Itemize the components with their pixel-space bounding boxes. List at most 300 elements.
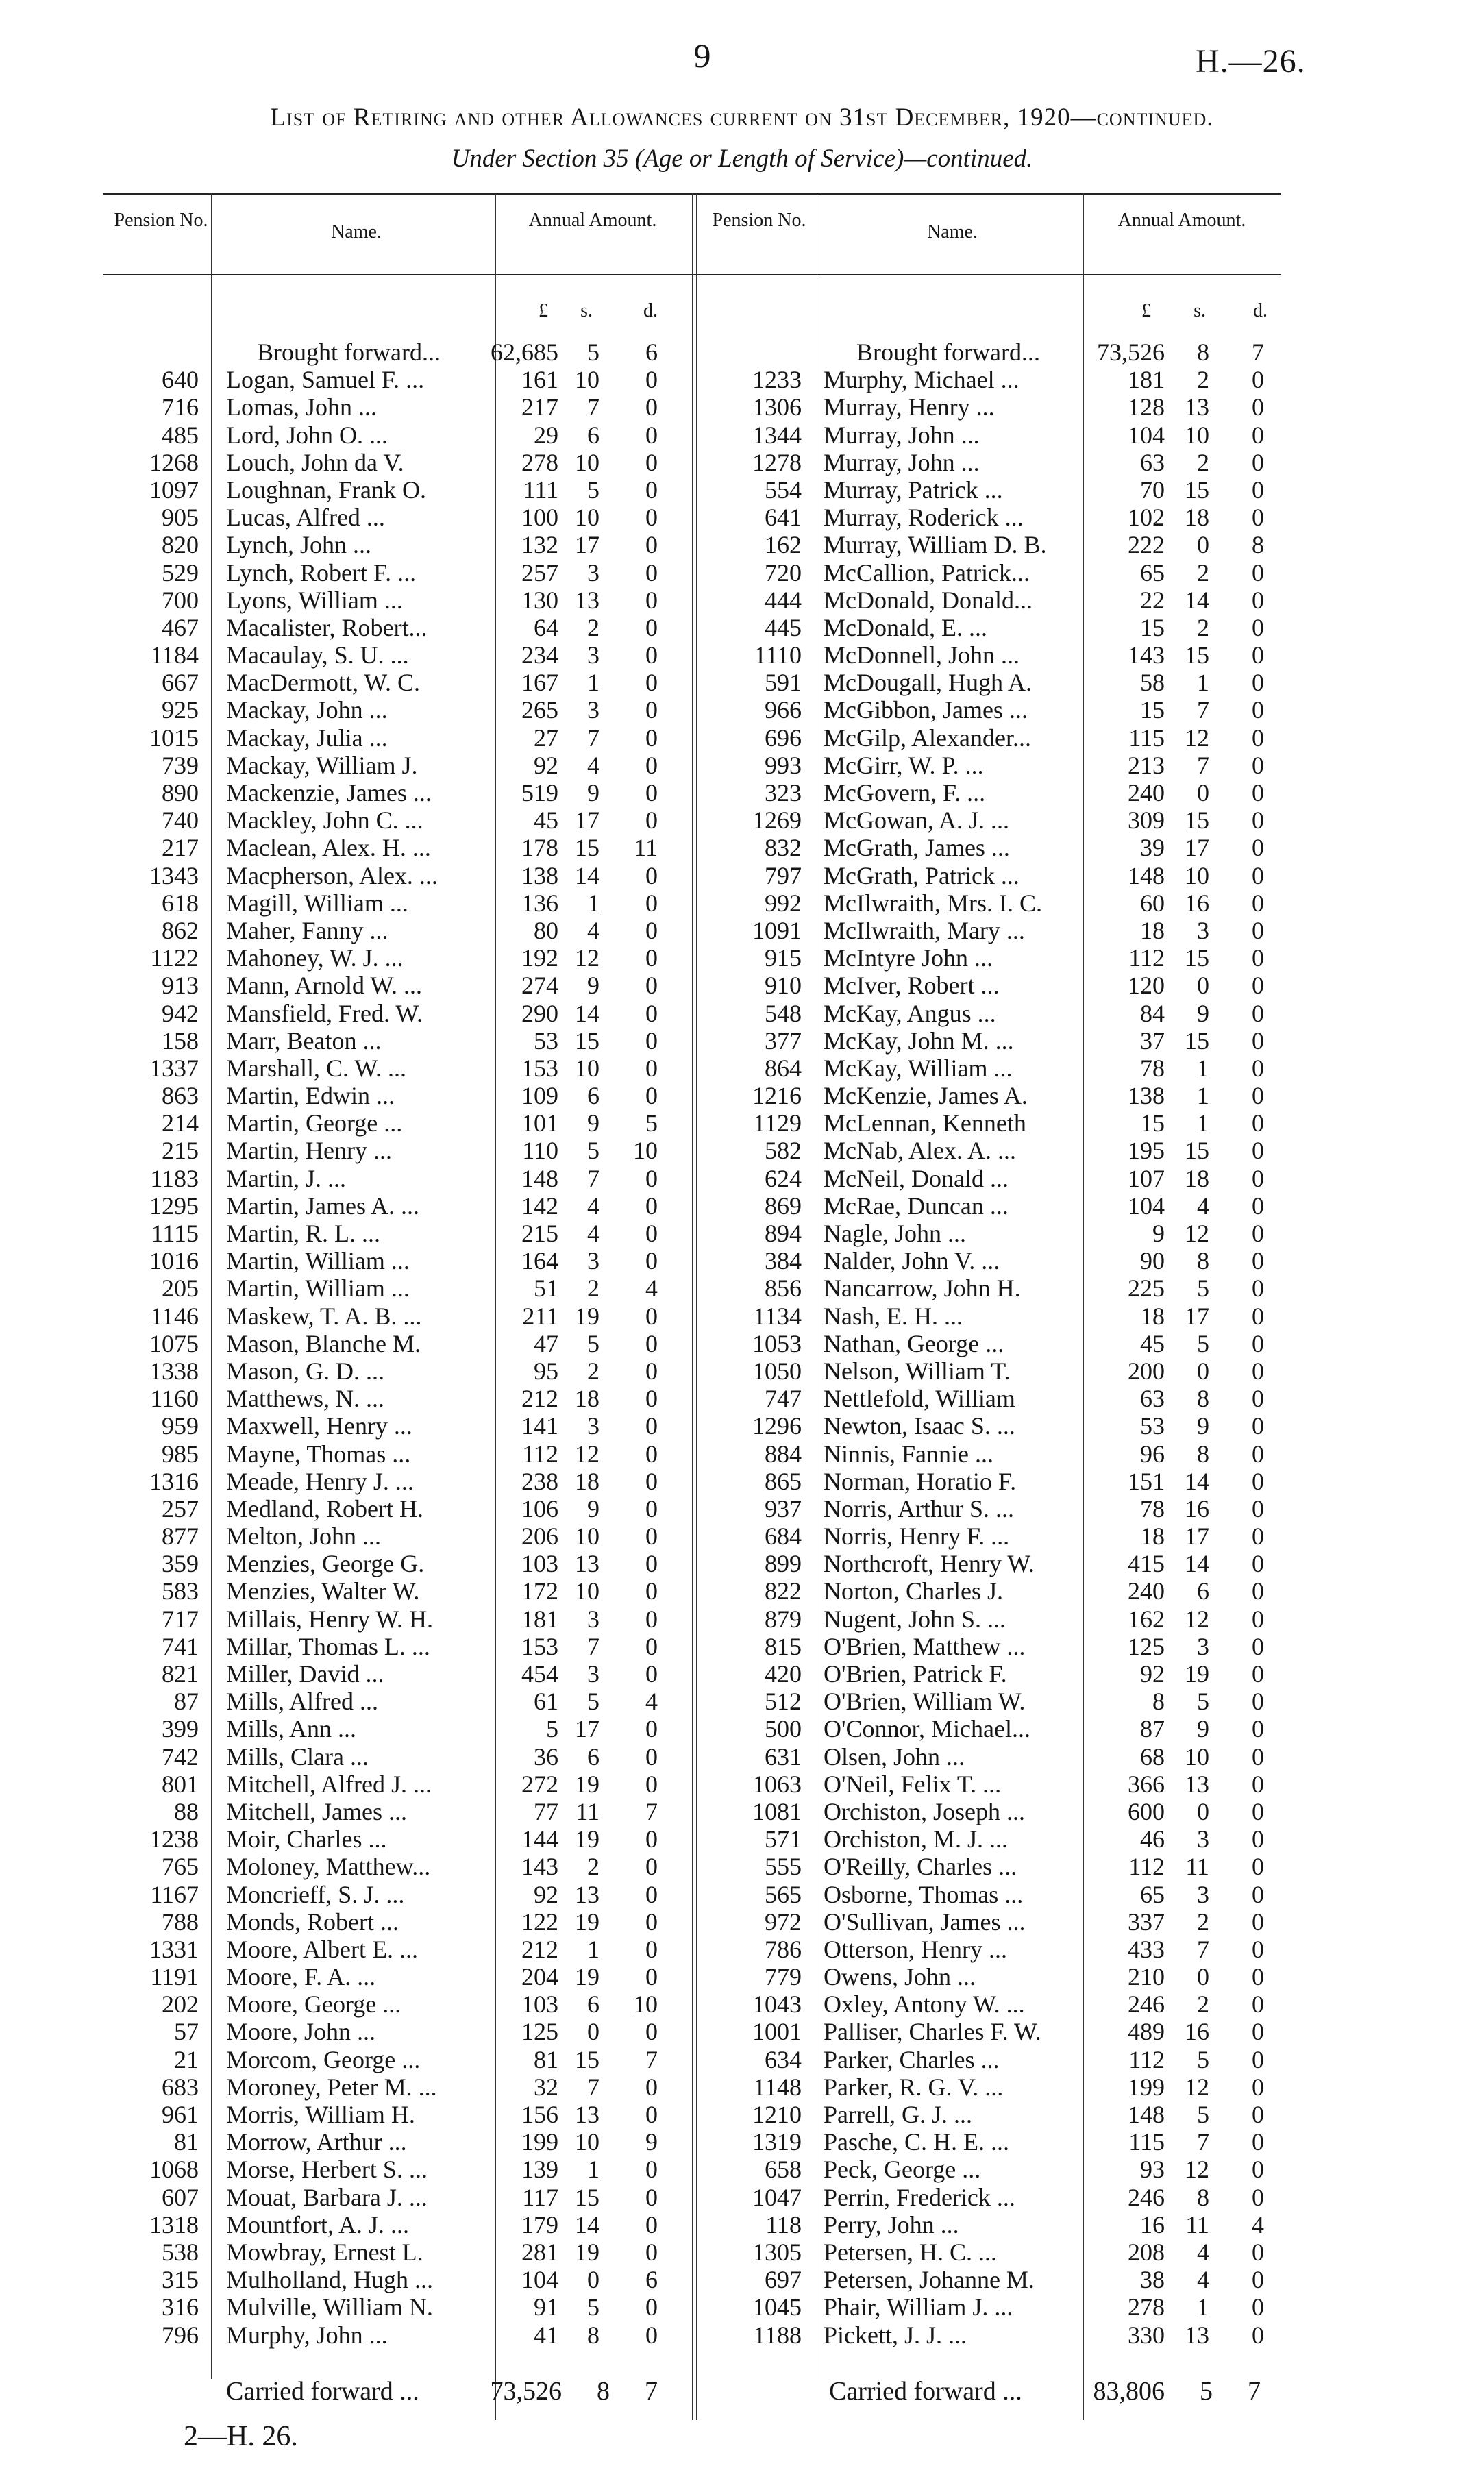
- pensioner-name: Matthews, N. ...: [226, 1385, 384, 1413]
- pensioner-name: O'Connor, Michael...: [824, 1715, 1030, 1743]
- amount-pounds: 63: [1140, 1385, 1165, 1413]
- amount-pence: 0: [645, 751, 658, 779]
- pensioner-name: Millar, Thomas L. ...: [226, 1632, 430, 1660]
- amount-pence: 0: [1252, 916, 1264, 944]
- amount-pounds: 212: [521, 1935, 558, 1963]
- pension-number: 740: [162, 806, 199, 835]
- amount-pence: 4: [645, 1274, 658, 1303]
- unit-pence: d.: [1253, 300, 1267, 321]
- pensioner-name: Lomas, John ...: [226, 393, 377, 421]
- amount-shillings: 7: [587, 2073, 599, 2101]
- amount-shillings: 15: [1185, 806, 1209, 835]
- pension-number: 420: [765, 1660, 802, 1688]
- amount-shillings: 1: [587, 669, 599, 697]
- pensioner-name: Norris, Arthur S. ...: [824, 1494, 1014, 1522]
- table-row: [0, 1192, 1484, 1220]
- amount-shillings: 5: [1197, 2101, 1209, 2128]
- amount-shillings: 5: [587, 1137, 599, 1165]
- table-row: [0, 806, 1484, 834]
- pensioner-name: McKay, William ...: [824, 1054, 1013, 1082]
- amount-shillings: 7: [587, 393, 599, 421]
- page-subtitle: Under Section 35 (Age or Length of Service)—continued.: [451, 145, 1033, 173]
- amount-pence: 0: [645, 2210, 658, 2238]
- pension-number: 1068: [149, 2156, 199, 2184]
- pension-number: 118: [765, 2210, 802, 2238]
- amount-shillings: 3: [587, 1660, 599, 1688]
- table-row: [0, 1633, 1484, 1660]
- amount-pounds: 37: [1140, 1026, 1165, 1054]
- amount-pence: 0: [645, 2073, 658, 2101]
- amount-shillings: 2: [1197, 448, 1209, 476]
- pension-number: 202: [162, 1990, 199, 2019]
- amount-pence: 0: [645, 531, 658, 559]
- amount-pence: 0: [645, 944, 658, 972]
- amount-pence: 0: [1252, 669, 1264, 697]
- pensioner-name: Moore, Albert E. ...: [226, 1935, 418, 1963]
- pension-number: 915: [765, 944, 802, 972]
- pension-number: 316: [162, 2293, 199, 2321]
- pension-number: 797: [765, 861, 802, 889]
- amount-pounds: 238: [521, 1467, 558, 1495]
- right-header-name: Name.: [927, 221, 978, 243]
- amount-pence: 0: [1252, 421, 1264, 449]
- pensioner-name: Mackay, John ...: [226, 696, 388, 724]
- amount-pounds: 151: [1128, 1467, 1165, 1495]
- amount-pounds: 38: [1140, 2266, 1165, 2294]
- amount-pounds: 117: [522, 2183, 558, 2211]
- amount-pence: 0: [1252, 806, 1264, 835]
- amount-pounds: 92: [534, 751, 558, 779]
- amount-pence: 0: [645, 1605, 658, 1633]
- amount-shillings: 9: [587, 972, 599, 1000]
- amount-pence: 0: [645, 1302, 658, 1330]
- amount-shillings: 7: [1197, 2128, 1209, 2156]
- amount-pence: 0: [1252, 1302, 1264, 1330]
- amount-pence: 10: [633, 1990, 658, 2019]
- pension-number: 315: [162, 2266, 199, 2294]
- pension-number: 985: [162, 1440, 199, 1468]
- pensioner-name: Parker, Charles ...: [824, 2045, 1000, 2073]
- pensioner-name: Lucas, Alfred ...: [226, 504, 385, 532]
- pensioner-name: Macpherson, Alex. ...: [226, 861, 438, 889]
- pension-number: 81: [174, 2128, 199, 2156]
- amount-pence: 0: [645, 2238, 658, 2266]
- pension-number: 910: [765, 972, 802, 1000]
- amount-pounds: 15: [1140, 696, 1165, 724]
- pensioner-name: Mahoney, W. J. ...: [226, 944, 404, 972]
- amount-shillings: 2: [1197, 558, 1209, 587]
- table-row: [0, 1082, 1484, 1109]
- amount-pence: 0: [1252, 889, 1264, 917]
- table-row: [0, 1468, 1484, 1495]
- pension-number: 742: [162, 1742, 199, 1771]
- pension-number: 1160: [150, 1385, 199, 1413]
- pensioner-name: Maxwell, Henry ...: [226, 1412, 412, 1440]
- pension-number: 717: [162, 1605, 199, 1633]
- unit-shillings: s.: [580, 300, 593, 321]
- amount-pence: 0: [645, 1357, 658, 1385]
- amount-pounds: 246: [1128, 2183, 1165, 2211]
- pensioner-name: McKenzie, James A.: [824, 1082, 1028, 1110]
- pension-number: 1016: [149, 1247, 199, 1275]
- pension-number: 444: [765, 586, 802, 614]
- table-row: [0, 834, 1484, 861]
- amount-pence: 0: [1252, 1990, 1264, 2019]
- pension-number: 583: [162, 1577, 199, 1605]
- pension-number: 1167: [150, 1880, 199, 1908]
- pension-number: 1238: [149, 1825, 199, 1853]
- amount-pence: 5: [645, 1109, 658, 1137]
- page-number: 9: [693, 36, 711, 75]
- amount-pence: 0: [1252, 1467, 1264, 1495]
- pension-number: 1216: [752, 1082, 802, 1110]
- amount-shillings: 8: [1197, 1247, 1209, 1275]
- pension-number: 864: [765, 1054, 802, 1082]
- pensioner-name: Martin, William ...: [226, 1247, 410, 1275]
- pensioner-name: Monds, Robert ...: [226, 1908, 399, 1936]
- amount-pounds: 433: [1128, 1935, 1165, 1963]
- amount-pence: 0: [1252, 641, 1264, 669]
- amount-pounds: 104: [1128, 421, 1165, 449]
- pensioner-name: Petersen, Johanne M.: [824, 2266, 1035, 2294]
- amount-pounds: 199: [1128, 2073, 1165, 2101]
- amount-shillings: 12: [1185, 2073, 1209, 2101]
- pension-number: 445: [765, 613, 802, 641]
- pensioner-name: McNab, Alex. A. ...: [824, 1137, 1016, 1165]
- pensioner-name: O'Neil, Felix T. ...: [824, 1770, 1002, 1798]
- amount-shillings: 15: [575, 2183, 599, 2211]
- pension-number: 641: [765, 504, 802, 532]
- pensioner-name: Medland, Robert H.: [226, 1494, 423, 1522]
- pensioner-name: Moroney, Peter M. ...: [226, 2073, 437, 2101]
- amount-shillings: 2: [587, 613, 599, 641]
- table-row: [0, 2184, 1484, 2211]
- right-carried-forward-pence: 7: [1248, 2377, 1261, 2406]
- amount-pence: 0: [645, 1164, 658, 1192]
- amount-pence: 0: [1252, 1577, 1264, 1605]
- pensioner-name: Nagle, John ...: [824, 1220, 966, 1247]
- amount-pence: 0: [1252, 1660, 1264, 1688]
- amount-shillings: 8: [1197, 2183, 1209, 2211]
- amount-shillings: 4: [587, 1192, 599, 1220]
- table-row: [0, 2293, 1484, 2321]
- pensioner-name: Nelson, William T.: [824, 1357, 1011, 1385]
- pension-number: 485: [162, 421, 199, 449]
- pensioner-name: McCallion, Patrick...: [824, 558, 1030, 587]
- table-row: [0, 2321, 1484, 2349]
- pensioner-name: Louch, John da V.: [226, 448, 404, 476]
- left-header-name: Name.: [331, 221, 382, 243]
- amount-shillings: 19: [575, 2238, 599, 2266]
- pensioner-name: Perrin, Frederick ...: [824, 2183, 1015, 2211]
- pension-number: 658: [765, 2156, 802, 2184]
- amount-pence: 0: [1252, 448, 1264, 476]
- amount-shillings: 7: [587, 1164, 599, 1192]
- amount-pence: 0: [645, 1935, 658, 1963]
- amount-pence: 0: [645, 779, 658, 806]
- amount-pence: 0: [1252, 1825, 1264, 1853]
- amount-pounds: 92: [1140, 1660, 1165, 1688]
- amount-pence: 0: [645, 1880, 658, 1908]
- table-row: [0, 2073, 1484, 2101]
- amount-pounds: 39: [1140, 834, 1165, 862]
- amount-shillings: 5: [587, 1329, 599, 1357]
- table-row: [0, 1385, 1484, 1412]
- amount-pounds: 87: [1140, 1715, 1165, 1743]
- amount-shillings: 7: [1197, 1935, 1209, 1963]
- pensioner-name: Palliser, Charles F. W.: [824, 2018, 1041, 2046]
- amount-shillings: 15: [1185, 1137, 1209, 1165]
- amount-pounds: 141: [521, 1412, 558, 1440]
- pension-number: 1148: [753, 2073, 802, 2101]
- pension-number: 1001: [752, 2018, 802, 2046]
- pension-number: 741: [162, 1632, 199, 1660]
- amount-shillings: 10: [1185, 1742, 1209, 1771]
- amount-shillings: 10: [1185, 861, 1209, 889]
- pensioner-name: Maclean, Alex. H. ...: [226, 834, 431, 862]
- table-row: [0, 1771, 1484, 1798]
- pension-number: 890: [162, 779, 199, 806]
- amount-pence: 0: [645, 1550, 658, 1578]
- amount-pounds: 199: [521, 2128, 558, 2156]
- amount-pence: 0: [1252, 1247, 1264, 1275]
- pensioner-name: McIntyre John ...: [824, 944, 993, 972]
- amount-shillings: 5: [1197, 1688, 1209, 1716]
- table-row: [0, 696, 1484, 724]
- table-row: [0, 724, 1484, 752]
- pensioner-name: Ninnis, Fannie ...: [824, 1440, 993, 1468]
- amount-pence: 6: [645, 338, 658, 366]
- table-row: [0, 1137, 1484, 1164]
- pension-number: 1097: [149, 476, 199, 504]
- pensioner-name: Norton, Charles J.: [824, 1577, 1003, 1605]
- pensioner-name: McRae, Duncan ...: [824, 1192, 1009, 1220]
- amount-pence: 8: [1252, 531, 1264, 559]
- amount-pounds: 172: [521, 1577, 558, 1605]
- right-carried-forward-shillings: 5: [1200, 2377, 1213, 2406]
- pension-number: 1081: [752, 1797, 802, 1825]
- table-row: [0, 2266, 1484, 2293]
- amount-pounds: 77: [534, 1797, 558, 1825]
- amount-shillings: 10: [575, 366, 599, 394]
- pension-number: 591: [765, 669, 802, 697]
- amount-pounds: 22: [1140, 586, 1165, 614]
- amount-shillings: 17: [575, 531, 599, 559]
- amount-pence: 0: [645, 504, 658, 532]
- amount-shillings: 11: [1185, 1853, 1209, 1881]
- pension-number: 972: [765, 1908, 802, 1936]
- pensioner-name: Mulville, William N.: [226, 2293, 433, 2321]
- pension-number: 1210: [752, 2101, 802, 2128]
- amount-shillings: 1: [1197, 1054, 1209, 1082]
- table-row: [0, 1743, 1484, 1771]
- amount-pence: 4: [1252, 2210, 1264, 2238]
- table-row: [0, 1522, 1484, 1550]
- pension-number: 747: [765, 1385, 802, 1413]
- pension-number: 1233: [752, 366, 802, 394]
- pension-number: 925: [162, 696, 199, 724]
- amount-shillings: 2: [587, 1853, 599, 1881]
- amount-shillings: 18: [1185, 504, 1209, 532]
- pension-number: 716: [162, 393, 199, 421]
- brought-forward-row: [0, 338, 1484, 366]
- pensioner-name: Maskew, T. A. B. ...: [226, 1302, 422, 1330]
- pension-number: 1075: [149, 1329, 199, 1357]
- right-carried-forward-label: Carried forward ...: [829, 2377, 1022, 2406]
- amount-pounds: 234: [521, 641, 558, 669]
- amount-pence: 0: [1252, 613, 1264, 641]
- amount-shillings: 6: [1197, 1577, 1209, 1605]
- pensioner-name: Olsen, John ...: [824, 1742, 965, 1771]
- table-row: [0, 1605, 1484, 1633]
- pensioner-name: Morse, Herbert S. ...: [226, 2156, 428, 2184]
- amount-shillings: 11: [1185, 2210, 1209, 2238]
- pension-number: 399: [162, 1715, 199, 1743]
- pensioner-name: McDonnell, John ...: [824, 641, 1019, 669]
- amount-shillings: 15: [575, 1026, 599, 1054]
- amount-pounds: 104: [1128, 1192, 1165, 1220]
- amount-pounds: 290: [521, 999, 558, 1027]
- amount-pence: 0: [1252, 1494, 1264, 1522]
- pension-number: 205: [162, 1274, 199, 1303]
- amount-shillings: 2: [587, 1274, 599, 1303]
- pensioner-name: Pasche, C. H. E. ...: [824, 2128, 1009, 2156]
- amount-shillings: 14: [1185, 586, 1209, 614]
- amount-pence: 0: [1252, 2101, 1264, 2128]
- amount-pounds: 9: [1152, 1220, 1165, 1247]
- pensioner-name: Meade, Henry J. ...: [226, 1467, 414, 1495]
- pensioner-name: Mackay, William J.: [226, 751, 418, 779]
- amount-shillings: 1: [587, 889, 599, 917]
- pensioner-name: McGrath, Patrick ...: [824, 861, 1019, 889]
- pensioner-name: Morrow, Arthur ...: [226, 2128, 407, 2156]
- pension-number: 863: [162, 1082, 199, 1110]
- amount-shillings: 10: [575, 448, 599, 476]
- pension-number: 1184: [150, 641, 199, 669]
- amount-shillings: 0: [1197, 1357, 1209, 1385]
- pension-number: 1050: [752, 1357, 802, 1385]
- amount-pounds: 65: [1140, 558, 1165, 587]
- pensioner-name: McIlwraith, Mrs. I. C.: [824, 889, 1042, 917]
- pension-number: 821: [162, 1660, 199, 1688]
- amount-pounds: 195: [1128, 1137, 1165, 1165]
- amount-pounds: 112: [1128, 1853, 1165, 1881]
- table-row: [0, 1660, 1484, 1688]
- pensioner-name: Nash, E. H. ...: [824, 1302, 963, 1330]
- signature-mark: 2—H. 26.: [184, 2421, 298, 2452]
- amount-pounds: 156: [521, 2101, 558, 2128]
- table-row: [0, 752, 1484, 779]
- pensioner-name: McDougall, Hugh A.: [824, 669, 1032, 697]
- pensioner-name: Mills, Ann ...: [226, 1715, 357, 1743]
- amount-shillings: 3: [1197, 916, 1209, 944]
- pension-number: 832: [765, 834, 802, 862]
- pensioner-name: Mulholland, Hugh ...: [226, 2266, 433, 2294]
- pension-number: 467: [162, 613, 199, 641]
- amount-pence: 0: [1252, 2238, 1264, 2266]
- amount-pence: 0: [645, 1329, 658, 1357]
- amount-pence: 0: [1252, 1605, 1264, 1633]
- amount-pence: 0: [1252, 1688, 1264, 1716]
- amount-pounds: 161: [521, 366, 558, 394]
- amount-shillings: 6: [587, 1742, 599, 1771]
- amount-pence: 0: [1252, 1054, 1264, 1082]
- amount-shillings: 9: [1197, 1715, 1209, 1743]
- amount-shillings: 0: [1197, 1963, 1209, 1991]
- table-row: [0, 1440, 1484, 1468]
- amount-pence: 0: [645, 2101, 658, 2128]
- pensioner-name: Martin, William ...: [226, 1274, 410, 1303]
- amount-pounds: 36: [534, 1742, 558, 1771]
- pensioner-name: Moncrieff, S. J. ...: [226, 1880, 405, 1908]
- amount-shillings: 0: [587, 2266, 599, 2294]
- pensioner-name: Moore, F. A. ...: [226, 1963, 376, 1991]
- pension-number: 696: [765, 724, 802, 752]
- pension-number: 1319: [752, 2128, 802, 2156]
- amount-pence: 0: [645, 2018, 658, 2046]
- amount-shillings: 14: [575, 999, 599, 1027]
- pension-number: 683: [162, 2073, 199, 2101]
- amount-pounds: 65: [1140, 1880, 1165, 1908]
- table-row: [0, 1798, 1484, 1825]
- pension-number: 966: [765, 696, 802, 724]
- table-row: [0, 1688, 1484, 1715]
- table-row: [0, 1247, 1484, 1274]
- pensioner-name: Orchiston, Joseph ...: [824, 1797, 1025, 1825]
- pensioner-name: Mouat, Barbara J. ...: [226, 2183, 428, 2211]
- table-row: [0, 1825, 1484, 1853]
- amount-pence: 0: [1252, 558, 1264, 587]
- amount-shillings: 0: [1197, 1797, 1209, 1825]
- amount-shillings: 14: [575, 2210, 599, 2238]
- pension-number: 87: [174, 1688, 199, 1716]
- amount-shillings: 9: [587, 1494, 599, 1522]
- pensioner-name: Mackley, John C. ...: [226, 806, 423, 835]
- amount-pence: 0: [1252, 2018, 1264, 2046]
- amount-pounds: 130: [521, 586, 558, 614]
- amount-pence: 0: [645, 586, 658, 614]
- pensioner-name: McIlwraith, Mary ...: [824, 916, 1025, 944]
- pension-number: 786: [765, 1935, 802, 1963]
- table-row: [0, 1330, 1484, 1357]
- pensioner-name: Maher, Fanny ...: [226, 916, 388, 944]
- amount-pounds: 18: [1140, 1522, 1165, 1551]
- pensioner-name: Lyons, William ...: [226, 586, 403, 614]
- amount-pounds: 47: [534, 1329, 558, 1357]
- amount-shillings: 17: [1185, 1302, 1209, 1330]
- table-row: [0, 449, 1484, 476]
- table-row: [0, 1412, 1484, 1440]
- amount-pence: 0: [645, 1577, 658, 1605]
- pensioner-name: Martin, Edwin ...: [226, 1082, 395, 1110]
- table-row: [0, 1357, 1484, 1385]
- amount-pence: 0: [645, 448, 658, 476]
- pension-number: 1015: [149, 724, 199, 752]
- amount-pounds: 454: [521, 1660, 558, 1688]
- amount-pence: 0: [1252, 1715, 1264, 1743]
- pension-number: 88: [174, 1797, 199, 1825]
- amount-pounds: 366: [1128, 1770, 1165, 1798]
- pensioner-name: McGrath, James ...: [824, 834, 1010, 862]
- pension-number: 1146: [150, 1302, 199, 1330]
- amount-pounds: 112: [522, 1440, 558, 1468]
- pension-number: 1188: [753, 2321, 802, 2349]
- table-row: [0, 2128, 1484, 2156]
- amount-pounds: 78: [1140, 1494, 1165, 1522]
- amount-pence: 7: [1252, 338, 1264, 366]
- amount-pence: 0: [645, 2293, 658, 2321]
- pension-number: 937: [765, 1494, 802, 1522]
